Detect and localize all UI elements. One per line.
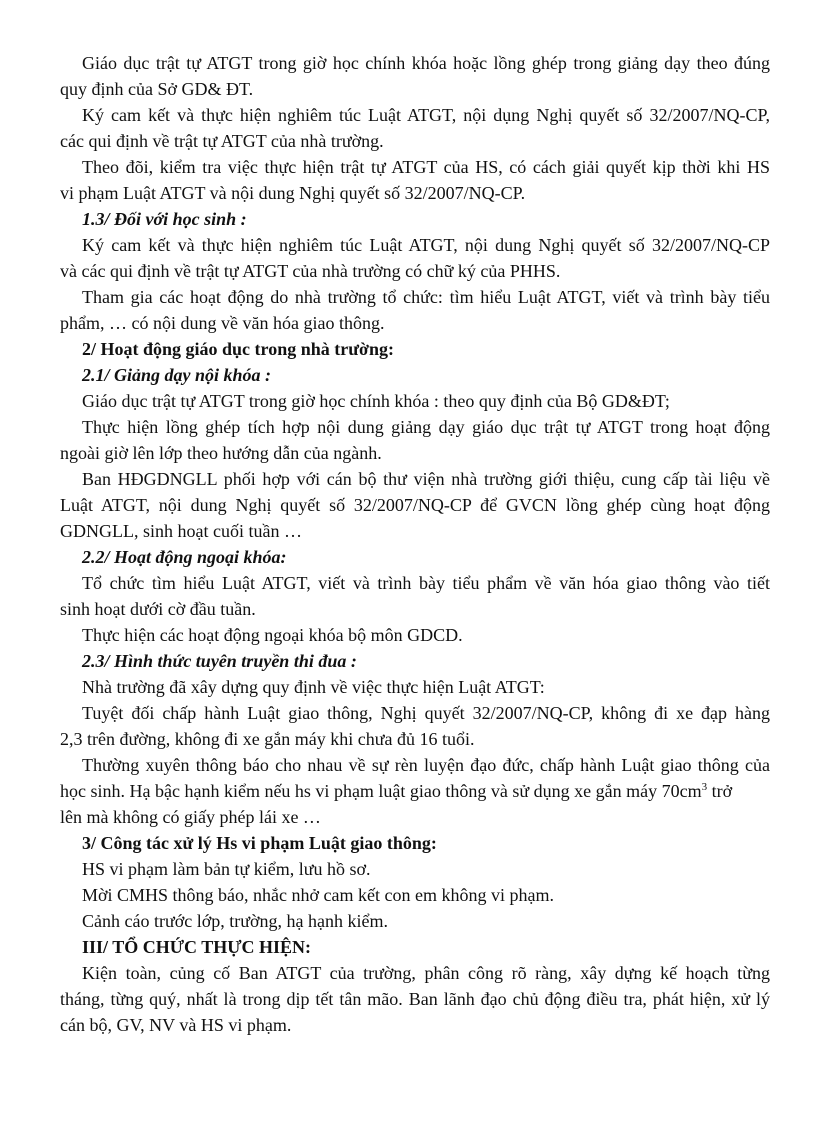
para-5-line-1: Tham gia các hoạt động do nhà trường tổ chức: tìm hiểu Luật ATGT, viết và trình bày tiểu <box>82 287 770 307</box>
heading-2-2: 2.2/ Hoạt động ngoại khóa: <box>82 547 287 567</box>
para-13-line-2-text: học sinh. Hạ bậc hạnh kiểm nếu hs vi phạm luật giao thông và sử dụng xe gắn máy 70cm <box>60 781 702 801</box>
para-1-line-1: Giáo dục trật tự ATGT trong giờ học chính khóa hoặc lồng ghép trong giảng dạy theo đúng <box>82 53 770 73</box>
para-17-line-1: Kiện toàn, củng cố Ban ATGT của trường, phân công rõ ràng, xây dựng kế hoạch từng <box>82 963 770 983</box>
para-16-line-1: Cảnh cáo trước lớp, trường, hạ hạnh kiểm. <box>82 911 388 931</box>
para-15-line-1: Mời CMHS thông báo, nhắc nhở cam kết con em không vi phạm. <box>82 885 554 905</box>
para-2-line-2: các qui định về trật tự ATGT của nhà trường. <box>60 131 384 151</box>
para-1-line-2: quy định của Sở GD& ĐT. <box>60 79 254 99</box>
para-8-line-3: GDNGLL, sinh hoạt cuối tuần … <box>60 521 302 541</box>
para-13-line-3: lên mà không có giấy phép lái xe … <box>60 807 321 827</box>
para-9-line-1: Tổ chức tìm hiểu Luật ATGT, viết và trình bày tiểu phẩm về văn hóa giao thông vào tiết <box>82 573 770 593</box>
para-4-line-1: Ký cam kết và thực hiện nghiêm túc Luật ATGT, nội dung Nghị quyết số 32/2007/NQ-CP <box>82 235 770 255</box>
para-7-line-2: ngoài giờ lên lớp theo hướng dẫn của ngành. <box>60 443 382 463</box>
para-8-line-1: Ban HĐGDNGLL phối hợp với cán bộ thư viện nhà trường giới thiệu, cung cấp tài liệu về <box>82 469 770 489</box>
para-10-line-1: Thực hiện các hoạt động ngoại khóa bộ môn GDCD. <box>82 625 463 645</box>
para-12-line-1: Tuyệt đối chấp hành Luật giao thông, Nghị quyết 32/2007/NQ-CP, không đi xe đạp hàng <box>82 703 770 723</box>
para-17-line-3: cán bộ, GV, NV và HS vi phạm. <box>60 1015 292 1035</box>
heading-III: III/ TỔ CHỨC THỰC HIỆN: <box>82 937 312 957</box>
superscript-3: 3 <box>701 781 708 793</box>
para-13-line-2 <box>60 778 770 804</box>
para-14-line-1: HS vi phạm làm bản tự kiểm, lưu hồ sơ. <box>82 859 371 879</box>
para-3-line-1: Theo đõi, kiểm tra việc thực hiện trật tự ATGT của HS, có cách giải quyết kịp thời khi HS <box>82 157 770 177</box>
para-13-line-1: Thường xuyên thông báo cho nhau về sự rèn luyện đạo đức, chấp hành Luật giao thông của <box>82 755 770 775</box>
para-11-line-1: Nhà trường đã xây dựng quy định về việc thực hiện Luật ATGT: <box>82 677 545 697</box>
para-4-line-2: và các qui định về trật tự ATGT của nhà trường có chữ ký của PHHS. <box>60 261 561 281</box>
para-2-line-1: Ký cam kết và thực hiện nghiêm túc Luật ATGT, nội dụng Nghị quyết số 32/2007/NQ-CP, <box>82 105 770 125</box>
para-6-line-1: Giáo dục trật tự ATGT trong giờ học chính khóa : theo quy định của Bộ GD&ĐT; <box>82 391 670 411</box>
para-9-line-2: sinh hoạt dưới cờ đầu tuần. <box>60 599 256 619</box>
para-3-line-2: vi phạm Luật ATGT và nội dung Nghị quyết số 32/2007/NQ-CP. <box>60 183 526 203</box>
heading-2-3: 2.3/ Hình thức tuyên truyền thi đua : <box>82 651 357 671</box>
para-17-line-2: tháng, từng quý, nhất là trong dịp tết tân mão. Ban lãnh đạo chủ động điều tra, phát hiện, xử lý <box>60 989 770 1009</box>
para-13-line-2-end: trở <box>707 781 733 801</box>
para-12-line-2: 2,3 trên đường, không đi xe gắn máy khi chưa đủ 16 tuổi. <box>60 729 475 749</box>
heading-2: 2/ Hoạt động giáo dục trong nhà trường: <box>82 339 394 359</box>
para-8-line-2: Luật ATGT, nội dung Nghị quyết số 32/2007/NQ-CP để GVCN lồng ghép cùng hoạt động <box>60 495 770 515</box>
heading-2-1: 2.1/ Giảng dạy nội khóa : <box>82 365 272 385</box>
para-5-line-2: phẩm, … có nội dung về văn hóa giao thông. <box>60 313 385 333</box>
para-7-line-1: Thực hiện lồng ghép tích hợp nội dung giảng dạy giáo dục trật tự ATGT trong hoạt động <box>82 417 770 437</box>
heading-3: 3/ Công tác xử lý Hs vi phạm Luật giao thông: <box>82 833 437 853</box>
heading-1-3: 1.3/ Đối với học sinh : <box>82 209 247 229</box>
